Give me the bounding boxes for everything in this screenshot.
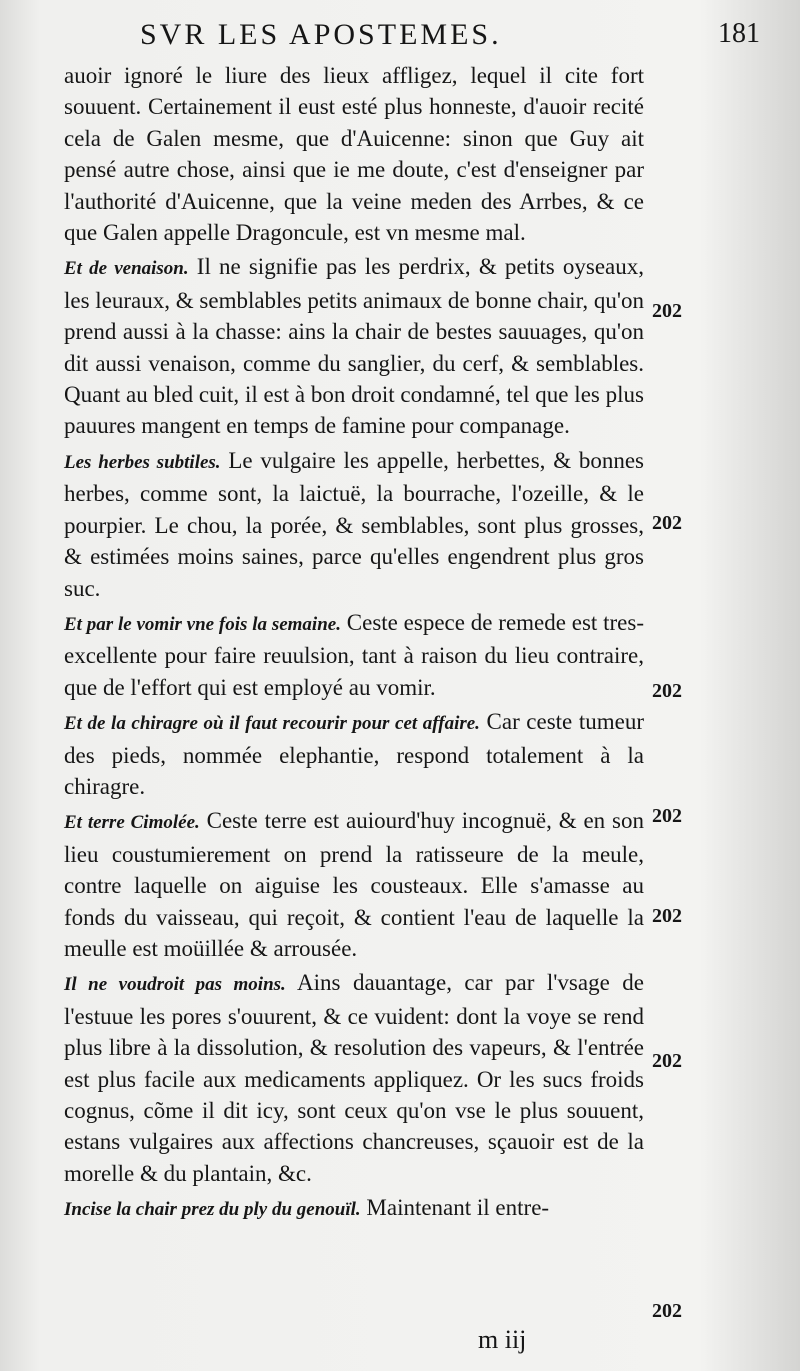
paragraph-8 xyxy=(64,1192,644,1225)
paragraph-lemma: Et de venaison. xyxy=(64,258,189,280)
margin-note: 202 xyxy=(652,300,682,322)
paragraph-lemma: Et de la chiragre où il faut recourir pour cet affaire. xyxy=(64,713,480,735)
margin-note: 202 xyxy=(652,512,682,534)
paragraph-text: auoir ignoré le liure des lieux affligez, lequel il cite fort souuent. Certainement il eust esté plus honneste, d'auoir recité cela de Galen mesme, que d'Auicenne: sinon que Guy ait pensé autre chose, ainsi que ie me doute, c'est d'enseigner par l'authorité d'Auicenne, que la veine meden des Arrbes, & ce que Galen appelle Dragoncule, est vn mesme mal. xyxy=(64,63,644,246)
body-text xyxy=(64,60,644,1229)
paragraph-text: Il ne signifie pas les perdrix, & petits oyseaux, les leuraux, & semblables petits animaux de bonne chair, qu'on prend aussi à la chasse: ains la chair de bestes sauuages, qu'on dit aussi venaison, comme du sanglier, du cerf, & semblables. Quant au bled cuit, il est à bon droit condamné, tel que les plus pauures mangent en temps de famine pour companage. xyxy=(64,254,644,439)
margin-note: 202 xyxy=(652,1300,682,1322)
margin-note: 202 xyxy=(652,905,682,927)
paragraph-7 xyxy=(64,967,644,1189)
paragraph-lemma: Il ne voudroit pas moins. xyxy=(64,974,286,996)
paragraph-6 xyxy=(64,805,644,964)
paragraph-5 xyxy=(64,706,644,802)
signature-mark: m iij xyxy=(478,1325,527,1354)
paragraph-lemma: Incise la chair prez du ply du genouïl. xyxy=(64,1199,361,1221)
paragraph-text: Le vulgaire les appelle, herbettes, & bonnes herbes, comme sont, la laictuë, la bourrache, l'ozeille, & le pourpier. Le chou, la porée, & semblables, sont plus grosses, & estimées moins saines, parce qu'elles engendrent plus gros suc. xyxy=(64,447,644,601)
paragraph-text: Ceste terre est auiourd'huy incognuë, & en son lieu coustumierement on prend la ratisseure de la meule, contre laquelle on aiguise les cousteaux. Elle s'amasse au fonds du vaisseau, qui reçoit, & contient l'eau de laquelle la meulle est moüillée & arrousée. xyxy=(64,808,644,961)
paragraph-text: Car ceste tumeur des pieds, nommée elephantie, respond totalement à la chiragre. xyxy=(64,709,644,799)
running-title: SVR LES APOSTEMES. xyxy=(140,18,502,51)
paragraph-lemma: Et par le vomir vne fois la semaine. xyxy=(64,613,341,635)
paragraph-4 xyxy=(64,607,644,703)
paragraph-lemma: Et terre Cimolée. xyxy=(64,812,200,834)
paragraph-text: Ains dauantage, car par l'vsage de l'estuue les pores s'ouurent, & ce vuident: dont la voye se rend plus libre à la dissolution, & resolution des vapeurs, & l'entrée est plus facile aux medicaments appliquez. Or les sucs froids cognus, cõme il dit icy, sont ceux qu'on vse le plus souuent, estans vulgaires aux affections chancreuses, sçauoir est de la morelle & du plantain, &c. xyxy=(64,970,644,1186)
margin-note: 202 xyxy=(652,805,682,827)
paragraph-lemma: Les herbes subtiles. xyxy=(64,451,221,473)
paragraph-2 xyxy=(64,251,644,441)
paragraph-1 xyxy=(64,60,644,248)
paragraph-3 xyxy=(64,445,644,604)
paragraph-text: Ceste espece de remede est tres-excellente pour faire reuulsion, tant à raison du lieu contraire, que de l'effort qui est employé au vomir. xyxy=(64,609,644,700)
page-header xyxy=(60,18,760,58)
paragraph-text: Maintenant il entre- xyxy=(366,1195,550,1221)
margin-note: 202 xyxy=(652,680,682,702)
page-number: 181 xyxy=(718,18,760,49)
margin-note: 202 xyxy=(652,1050,682,1072)
